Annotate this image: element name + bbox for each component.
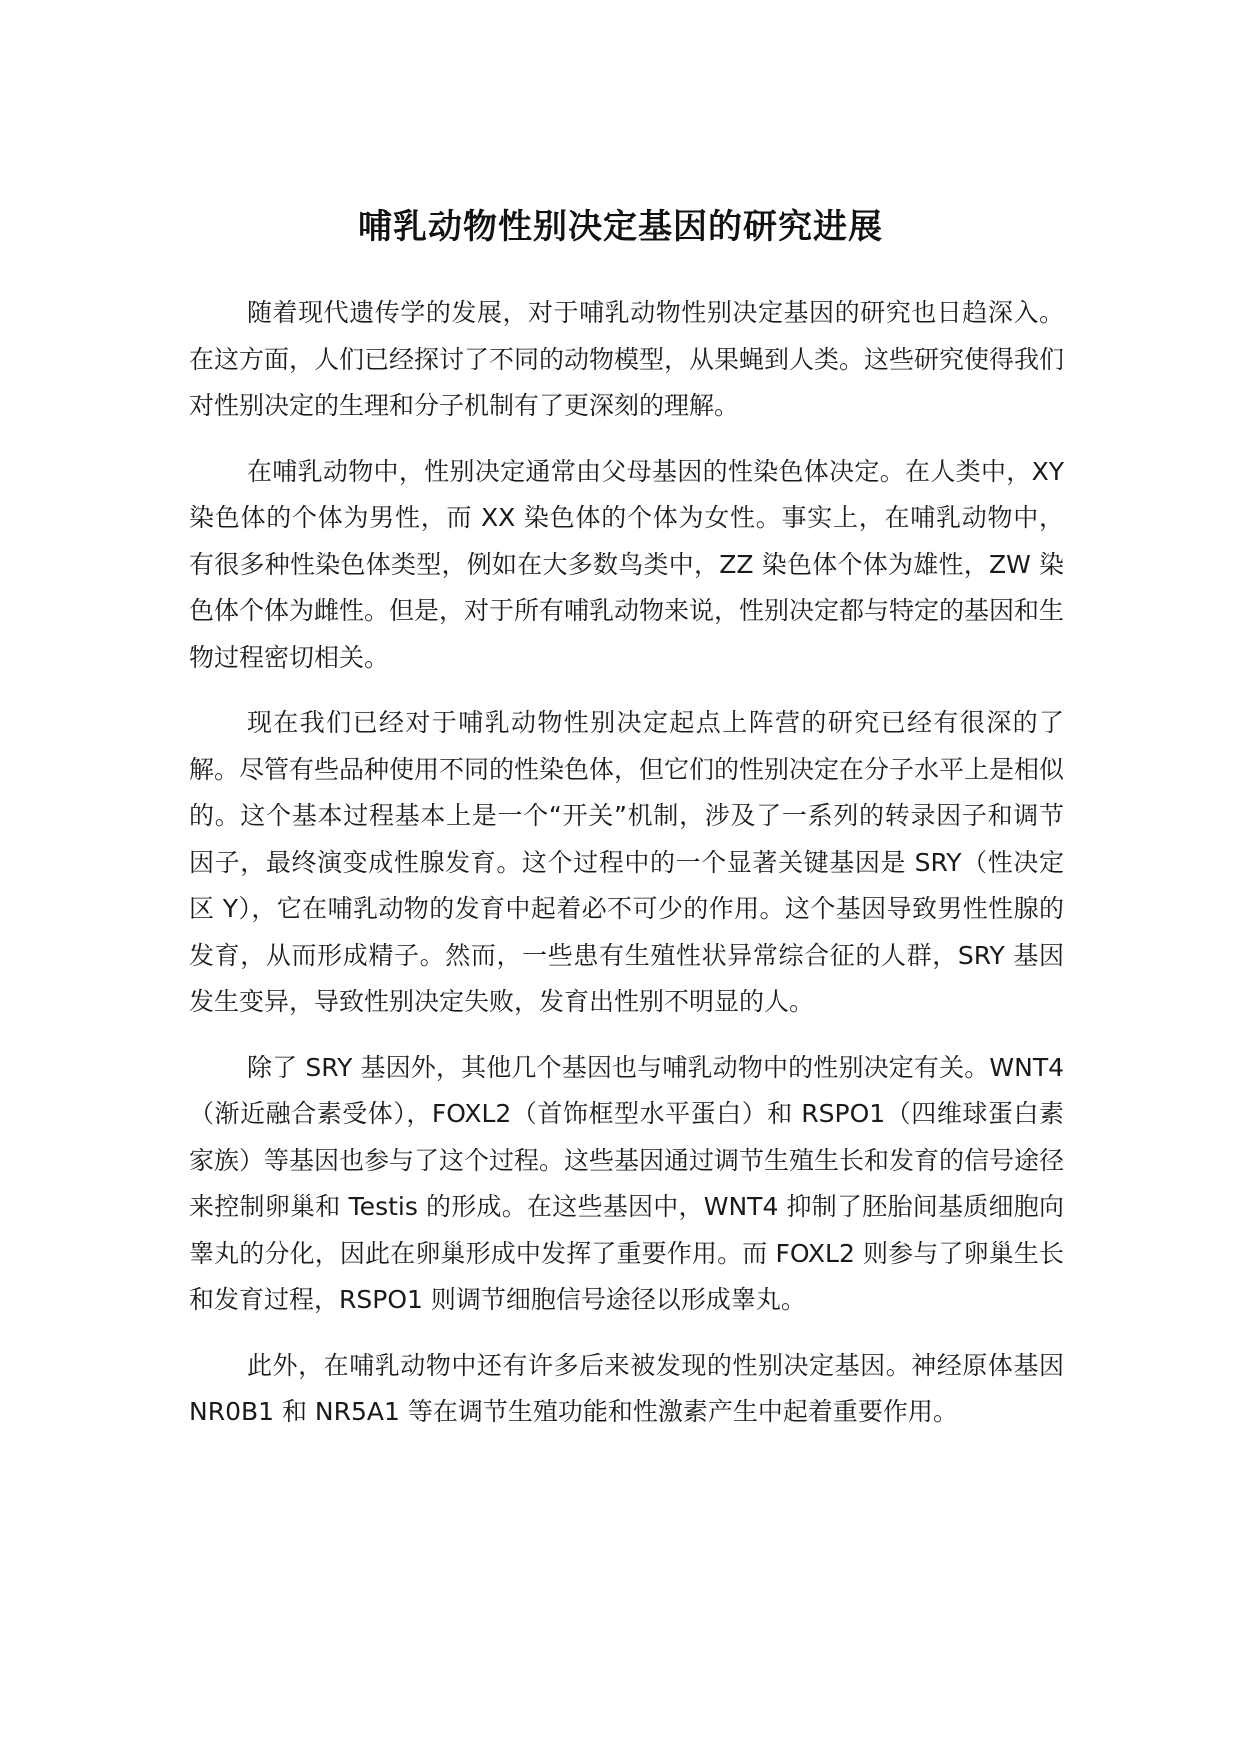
paragraph-other-genes: 除了 SRY 基因外，其他几个基因也与哺乳动物中的性别决定有关。WNT4（渐近融合素受体），FOXL2（首饰框型水平蛋白）和 RSPO1（四维球蛋白素家族）等基因也参与了这个过程。这些基因通过调节生殖生长和发育的信号途径来控制卵巢和 Testis 的形成。在这些基因中，WNT4 抑制了胚胎间基质细胞向睾丸的分化，因此在卵巢形成中发挥了重要作用。而 FOXL2 则参与了卵巢生长和发育过程，RSPO1 则调节细胞信号途径以形成睾丸。 [189,1052,1065,1314]
document-title: 哺乳动物性别决定基因的研究进展 [358,206,883,247]
paragraph-sry-gene: 现在我们已经对于哺乳动物性别决定起点上阵营的研究已经有很深的了解。尽管有些品种使用不同的性染色体，但它们的性别决定在分子水平上是相似的。这个基本过程基本上是一个“开关”机制，涉及了一系列的转录因子和调节因子，最终演变成性腺发育。这个过程中的一个显著关键基因是 SRY（性决定区 Y），它在哺乳动物的发育中起着必不可少的作用。这个基因导致男性性腺的发育，从而形成精子。然而，一些患有生殖性状异常综合征的人群，SRY 基因发生变异，导致性别决定失败，发育出性别不明显的人。 [189,708,1065,1016]
paragraph-intro: 随着现代遗传学的发展，对于哺乳动物性别决定基因的研究也日趋深入。在这方面，人们已经探讨了不同的动物模型，从果蝇到人类。这些研究使得我们对性别决定的生理和分子机制有了更深刻的理解。 [189,298,1065,420]
paragraph-sex-chromosomes: 在哺乳动物中，性别决定通常由父母基因的性染色体决定。在人类中，XY 染色体的个体为男性，而 XX 染色体的个体为女性。事实上，在哺乳动物中，有很多种性染色体类型，例如在大多数鸟类中，ZZ 染色体个体为雄性，ZW 染色体个体为雌性。但是，对于所有哺乳动物来说，性别决定都与特定的基因和生物过程密切相关。 [189,456,1065,672]
document-body [189,290,1064,1455]
paragraph-additional-genes: 此外，在哺乳动物中还有许多后来被发现的性别决定基因。神经原体基因 NR0B1 和 NR5A1 等在调节生殖功能和性激素产生中起着重要作用。 [189,1350,1064,1426]
